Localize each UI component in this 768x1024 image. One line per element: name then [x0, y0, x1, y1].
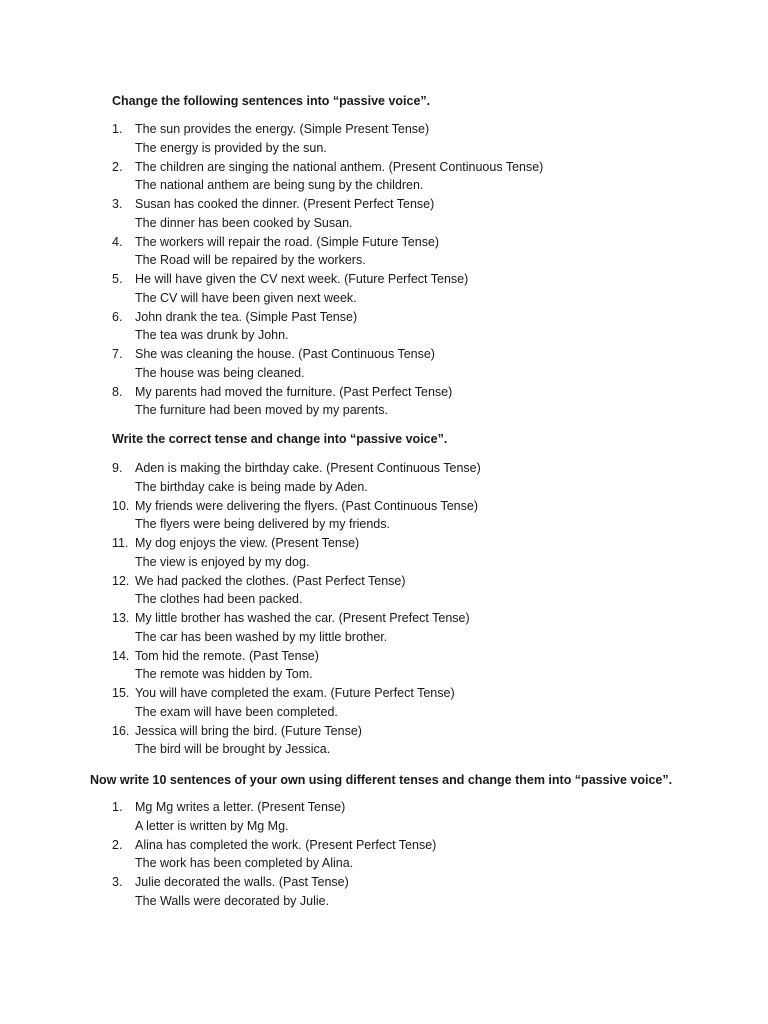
- item-answer: The Walls were decorated by Julie.: [135, 893, 330, 908]
- list-item: [0, 385, 768, 423]
- list-item: [0, 574, 768, 612]
- list-item: [0, 347, 768, 385]
- list-item: [0, 649, 768, 687]
- list-item: [0, 461, 768, 499]
- item-answer: The car has been washed by my little brother.: [135, 629, 388, 644]
- list-item: [0, 536, 768, 574]
- section-1-list: [0, 122, 768, 422]
- item-answer: The work has been completed by Alina.: [135, 856, 354, 870]
- item-number: 13.: [112, 611, 130, 625]
- item-sentence: My dog enjoys the view. (Present Tense): [135, 536, 360, 550]
- list-item: [0, 272, 768, 310]
- list-item: [0, 310, 768, 348]
- list-item: [0, 122, 768, 160]
- item-answer: The view is enjoyed by my dog.: [135, 554, 310, 569]
- item-sentence: My little brother has washed the car. (Present Prefect Tense): [135, 611, 470, 625]
- item-sentence: She was cleaning the house. (Past Continuous Tense): [135, 347, 435, 361]
- list-item: [0, 838, 768, 876]
- item-number: 9.: [112, 461, 123, 475]
- item-answer: The remote was hidden by Tom.: [135, 667, 313, 681]
- item-number: 3.: [112, 875, 123, 889]
- item-sentence: Susan has cooked the dinner. (Present Perfect Tense): [135, 197, 435, 211]
- item-number: 2.: [112, 837, 123, 852]
- list-item: [0, 724, 768, 762]
- item-sentence: Mg Mg writes a letter. (Present Tense): [135, 800, 346, 814]
- item-number: 1.: [112, 800, 123, 814]
- item-answer: The furniture had been moved by my parents.: [135, 403, 388, 417]
- item-number: 16.: [112, 723, 130, 738]
- item-answer: The clothes had been packed.: [135, 592, 303, 606]
- list-item: [0, 686, 768, 724]
- item-answer: The flyers were being delivered by my friends.: [135, 517, 390, 531]
- section-1-heading: Change the following sentences into “passive voice”.: [112, 94, 431, 108]
- section-2-list: [0, 461, 768, 761]
- item-answer: The energy is provided by the sun.: [135, 140, 327, 155]
- item-number: 4.: [112, 234, 123, 249]
- item-sentence: The children are singing the national anthem. (Present Continuous Tense): [135, 159, 544, 174]
- list-item: [0, 611, 768, 649]
- item-sentence: Tom hid the remote. (Past Tense): [135, 648, 319, 663]
- item-number: 10.: [112, 498, 130, 513]
- list-item: [0, 197, 768, 235]
- item-number: 5.: [112, 272, 123, 286]
- item-sentence: My friends were delivering the flyers. (Past Continuous Tense): [135, 498, 478, 513]
- item-number: 6.: [112, 309, 123, 324]
- item-number: 1.: [112, 122, 123, 136]
- list-item: [0, 800, 768, 838]
- item-sentence: He will have given the CV next week. (Future Perfect Tense): [135, 272, 469, 286]
- section-3-list: [0, 800, 768, 913]
- item-answer: The bird will be brought by Jessica.: [135, 742, 331, 756]
- item-number: 3.: [112, 197, 123, 211]
- item-number: 11.: [112, 536, 129, 550]
- item-sentence: Julie decorated the walls. (Past Tense): [135, 875, 349, 889]
- item-answer: The dinner has been cooked by Susan.: [135, 215, 353, 230]
- item-number: 15.: [112, 686, 130, 700]
- item-answer: The Road will be repaired by the workers.: [135, 253, 366, 267]
- item-sentence: My parents had moved the furniture. (Past Perfect Tense): [135, 384, 453, 399]
- list-item: [0, 875, 768, 913]
- item-answer: A letter is written by Mg Mg.: [135, 818, 289, 833]
- item-answer: The exam will have been completed.: [135, 704, 338, 719]
- item-sentence: The sun provides the energy. (Simple Present Tense): [135, 122, 430, 136]
- item-number: 12.: [112, 573, 130, 588]
- item-answer: The CV will have been given next week.: [135, 290, 357, 305]
- section-2-heading: Write the correct tense and change into “passive voice”.: [112, 432, 448, 446]
- item-sentence: The workers will repair the road. (Simple Future Tense): [135, 234, 440, 249]
- item-sentence: Alina has completed the work. (Present Perfect Tense): [135, 837, 437, 852]
- item-answer: The national anthem are being sung by the children.: [135, 178, 424, 192]
- list-item: [0, 235, 768, 273]
- list-item: [0, 499, 768, 537]
- item-number: 7.: [112, 347, 123, 361]
- item-sentence: You will have completed the exam. (Future Perfect Tense): [135, 686, 455, 700]
- item-number: 8.: [112, 384, 123, 399]
- item-answer: The birthday cake is being made by Aden.: [135, 479, 368, 494]
- item-sentence: Aden is making the birthday cake. (Present Continuous Tense): [135, 461, 481, 475]
- list-item: [0, 160, 768, 198]
- section-3-heading: Now write 10 sentences of your own using different tenses and change them into “passive voice”.: [90, 773, 673, 787]
- item-answer: The house was being cleaned.: [135, 365, 305, 380]
- item-sentence: We had packed the clothes. (Past Perfect Tense): [135, 573, 406, 588]
- item-sentence: John drank the tea. (Simple Past Tense): [135, 309, 358, 324]
- item-sentence: Jessica will bring the bird. (Future Tense): [135, 723, 362, 738]
- item-number: 14.: [112, 648, 130, 663]
- item-answer: The tea was drunk by John.: [135, 328, 289, 342]
- item-number: 2.: [112, 159, 123, 174]
